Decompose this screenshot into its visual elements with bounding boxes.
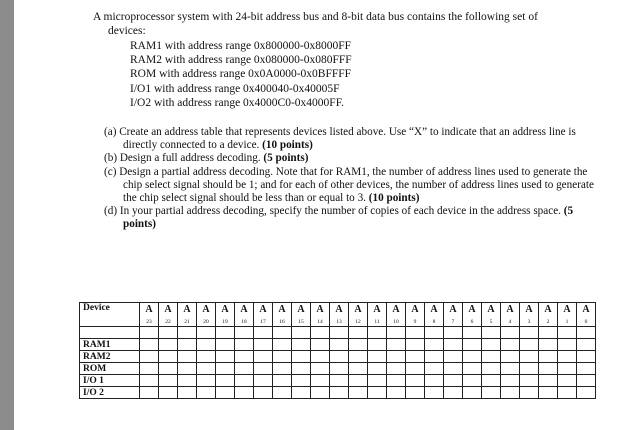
device-name-cell: RAM2 — [80, 351, 140, 363]
bit-index: 1 — [565, 319, 569, 325]
address-cell[interactable] — [273, 351, 292, 363]
address-cell[interactable] — [539, 363, 558, 375]
address-cell[interactable] — [273, 387, 292, 399]
bit-letter: A — [487, 304, 495, 315]
address-cell[interactable] — [273, 363, 292, 375]
address-bit-header — [216, 303, 235, 327]
question-c: (c) Design a partial address decoding. Note that for RAM1, the number of address lines used to generate the chip select signal should be 1; and for each of other devices, the number of address lines used to generate the chip select signal should be less than or equal to 3. (10 points) — [104, 165, 594, 205]
address-cell[interactable] — [501, 339, 520, 351]
bit-letter: A — [240, 304, 248, 315]
address-cell[interactable] — [387, 387, 406, 399]
bit-index: 17 — [260, 319, 266, 325]
bit-letter: A — [316, 304, 324, 315]
address-cell[interactable] — [558, 351, 577, 363]
address-cell[interactable] — [558, 339, 577, 351]
bit-index: 21 — [184, 319, 190, 325]
document-page — [14, 0, 635, 430]
address-bit-header — [311, 303, 330, 327]
blank-cell — [159, 327, 178, 339]
address-cell[interactable] — [216, 351, 235, 363]
bit-letter: A — [221, 304, 229, 315]
address-cell[interactable] — [235, 339, 254, 351]
address-cell[interactable] — [387, 351, 406, 363]
address-cell[interactable] — [140, 375, 159, 387]
address-cell[interactable] — [216, 387, 235, 399]
bit-index: 18 — [241, 319, 247, 325]
bit-index: 11 — [374, 319, 380, 325]
address-bit-header — [159, 303, 178, 327]
address-cell[interactable] — [520, 339, 539, 351]
address-cell[interactable] — [140, 339, 159, 351]
address-cell[interactable] — [463, 375, 482, 387]
address-cell[interactable] — [520, 387, 539, 399]
address-cell[interactable] — [482, 387, 501, 399]
address-cell[interactable] — [539, 351, 558, 363]
address-cell[interactable] — [254, 351, 273, 363]
address-bit-header — [273, 303, 292, 327]
bit-index: 20 — [203, 319, 209, 325]
blank-cell — [292, 327, 311, 339]
address-cell[interactable] — [254, 375, 273, 387]
address-bit-header — [558, 303, 577, 327]
table-blank-row — [80, 327, 596, 339]
question-list — [104, 126, 604, 232]
blank-cell — [311, 327, 330, 339]
address-cell[interactable] — [444, 351, 463, 363]
address-cell[interactable] — [349, 351, 368, 363]
address-cell[interactable] — [273, 375, 292, 387]
bit-index: 5 — [489, 319, 493, 325]
address-cell[interactable] — [406, 363, 425, 375]
address-cell[interactable] — [577, 351, 596, 363]
address-cell[interactable] — [406, 339, 425, 351]
address-bit-header — [235, 303, 254, 327]
bit-letter: A — [259, 304, 267, 315]
device-item-io1: I/O1 with address range 0x400040-0x40005F — [130, 82, 340, 95]
address-cell[interactable] — [387, 339, 406, 351]
address-bit-header — [197, 303, 216, 327]
address-cell[interactable] — [539, 339, 558, 351]
bit-index: 8 — [432, 319, 436, 325]
device-item-ram1: RAM1 with address range 0x800000-0x8000FF — [130, 40, 352, 52]
address-cell[interactable] — [349, 339, 368, 351]
address-bit-header — [330, 303, 349, 327]
address-cell[interactable] — [178, 387, 197, 399]
blank-cell — [349, 327, 368, 339]
address-cell[interactable] — [140, 351, 159, 363]
table-row — [80, 387, 596, 399]
device-item-ram2: RAM2 with address range 0x080000-0x080FFF — [130, 54, 352, 67]
bit-index: 3 — [527, 319, 531, 325]
blank-cell — [501, 327, 520, 339]
address-bit-header — [482, 303, 501, 327]
address-cell[interactable] — [292, 351, 311, 363]
address-cell[interactable] — [558, 375, 577, 387]
address-cell[interactable] — [406, 387, 425, 399]
blank-cell — [140, 327, 159, 339]
address-cell[interactable] — [577, 363, 596, 375]
address-cell[interactable] — [425, 339, 444, 351]
bit-index: 12 — [355, 319, 361, 325]
address-bit-header — [292, 303, 311, 327]
address-bit-header — [501, 303, 520, 327]
bit-letter: A — [145, 304, 153, 315]
bit-index: 19 — [222, 319, 228, 325]
bit-index: 13 — [336, 319, 342, 325]
address-cell[interactable] — [311, 387, 330, 399]
table-header-row — [80, 303, 596, 327]
address-bit-header — [463, 303, 482, 327]
device-name-cell: ROM — [80, 363, 140, 375]
bit-letter: A — [430, 304, 438, 315]
blank-cell — [558, 327, 577, 339]
blank-cell — [178, 327, 197, 339]
bit-letter: A — [335, 304, 343, 315]
bit-index: 2 — [546, 319, 550, 325]
address-cell[interactable] — [368, 363, 387, 375]
address-cell[interactable] — [292, 339, 311, 351]
bit-index: 9 — [413, 319, 417, 325]
blank-cell — [368, 327, 387, 339]
address-cell[interactable] — [425, 387, 444, 399]
address-cell[interactable] — [349, 363, 368, 375]
bit-index: 22 — [165, 319, 171, 325]
address-bit-header — [178, 303, 197, 327]
address-cell[interactable] — [235, 351, 254, 363]
address-cell[interactable] — [254, 339, 273, 351]
device-header-cell: Device — [80, 303, 140, 327]
table-row — [80, 351, 596, 363]
bit-index: 4 — [508, 319, 512, 325]
device-name-cell: I/O 2 — [80, 387, 140, 399]
address-cell[interactable] — [216, 339, 235, 351]
address-cell[interactable] — [482, 339, 501, 351]
address-bit-header — [387, 303, 406, 327]
address-cell[interactable] — [482, 375, 501, 387]
question-b: (b) Design a full address decoding. (5 points) — [104, 152, 309, 165]
address-cell[interactable] — [577, 339, 596, 351]
table-row — [80, 339, 596, 351]
bit-index: 6 — [470, 319, 474, 325]
blank-cell — [235, 327, 254, 339]
address-cell[interactable] — [444, 375, 463, 387]
address-cell[interactable] — [178, 375, 197, 387]
bit-letter: A — [563, 304, 571, 315]
address-cell[interactable] — [444, 363, 463, 375]
blank-cell — [80, 327, 140, 339]
question-d: (d) In your partial address decoding, specify the number of copies of each device in the address space. (5 points) — [104, 205, 574, 231]
bit-index: 10 — [393, 319, 399, 325]
bit-letter: A — [544, 304, 552, 315]
bit-letter: A — [202, 304, 210, 315]
address-cell[interactable] — [520, 351, 539, 363]
device-list — [130, 39, 352, 110]
intro-line-1: A microprocessor system with 24-bit address bus and 8-bit data bus contains the following set of — [93, 11, 538, 23]
device-name-cell: RAM1 — [80, 339, 140, 351]
address-cell[interactable] — [178, 339, 197, 351]
address-cell[interactable] — [292, 375, 311, 387]
address-cell[interactable] — [159, 387, 178, 399]
address-cell[interactable] — [539, 375, 558, 387]
address-cell[interactable] — [539, 387, 558, 399]
address-cell[interactable] — [482, 363, 501, 375]
bit-letter: A — [373, 304, 381, 315]
address-bit-header — [368, 303, 387, 327]
address-cell[interactable] — [501, 363, 520, 375]
address-cell[interactable] — [330, 339, 349, 351]
address-cell[interactable] — [501, 351, 520, 363]
address-cell[interactable] — [235, 363, 254, 375]
address-bit-header — [444, 303, 463, 327]
bit-letter: A — [392, 304, 400, 315]
bit-index: 15 — [298, 319, 304, 325]
blank-cell — [330, 327, 349, 339]
address-cell[interactable] — [425, 351, 444, 363]
table-row — [80, 375, 596, 387]
address-cell[interactable] — [311, 363, 330, 375]
address-cell[interactable] — [159, 351, 178, 363]
device-name-cell: I/O 1 — [80, 375, 140, 387]
address-cell[interactable] — [292, 387, 311, 399]
address-cell[interactable] — [330, 375, 349, 387]
device-item-rom: ROM with address range 0x0A0000-0x0BFFFF — [130, 68, 352, 81]
bit-index: 0 — [584, 319, 588, 325]
address-cell[interactable] — [235, 375, 254, 387]
address-cell[interactable] — [197, 351, 216, 363]
address-cell[interactable] — [406, 375, 425, 387]
bit-letter: A — [164, 304, 172, 315]
address-cell[interactable] — [387, 363, 406, 375]
address-cell[interactable] — [197, 339, 216, 351]
address-cell[interactable] — [178, 351, 197, 363]
address-cell[interactable] — [216, 363, 235, 375]
address-cell[interactable] — [387, 375, 406, 387]
address-cell[interactable] — [406, 351, 425, 363]
address-cell[interactable] — [197, 387, 216, 399]
address-bit-header — [520, 303, 539, 327]
address-bit-header — [406, 303, 425, 327]
address-cell[interactable] — [140, 363, 159, 375]
address-cell[interactable] — [349, 387, 368, 399]
address-cell[interactable] — [216, 375, 235, 387]
address-cell[interactable] — [463, 351, 482, 363]
blank-cell — [444, 327, 463, 339]
address-cell[interactable] — [425, 375, 444, 387]
address-cell[interactable] — [444, 387, 463, 399]
address-cell[interactable] — [140, 387, 159, 399]
address-cell[interactable] — [463, 339, 482, 351]
address-bit-header — [425, 303, 444, 327]
address-cell[interactable] — [330, 387, 349, 399]
blank-cell — [482, 327, 501, 339]
bit-letter: A — [183, 304, 191, 315]
bit-index: 23 — [146, 319, 152, 325]
address-cell[interactable] — [444, 339, 463, 351]
blank-cell — [216, 327, 235, 339]
address-cell[interactable] — [577, 375, 596, 387]
device-item-io2: I/O2 with address range 0x4000C0-0x4000FF. — [130, 96, 345, 109]
address-cell[interactable] — [330, 363, 349, 375]
bit-index: 7 — [451, 319, 455, 325]
address-cell[interactable] — [197, 363, 216, 375]
address-cell[interactable] — [311, 375, 330, 387]
address-cell[interactable] — [520, 363, 539, 375]
bit-letter: A — [449, 304, 457, 315]
blank-cell — [425, 327, 444, 339]
blank-cell — [387, 327, 406, 339]
address-cell[interactable] — [368, 387, 387, 399]
address-cell[interactable] — [368, 351, 387, 363]
address-cell[interactable] — [425, 363, 444, 375]
address-cell[interactable] — [159, 339, 178, 351]
blank-cell — [463, 327, 482, 339]
address-cell[interactable] — [368, 375, 387, 387]
blank-cell — [520, 327, 539, 339]
address-cell[interactable] — [520, 375, 539, 387]
bit-index: 14 — [317, 319, 323, 325]
address-cell[interactable] — [311, 351, 330, 363]
address-bit-header — [140, 303, 159, 327]
address-cell[interactable] — [482, 351, 501, 363]
blank-cell — [197, 327, 216, 339]
bit-letter: A — [411, 304, 419, 315]
address-cell[interactable] — [577, 387, 596, 399]
address-bit-header — [349, 303, 368, 327]
address-cell[interactable] — [178, 363, 197, 375]
address-cell[interactable] — [463, 387, 482, 399]
address-table — [79, 302, 596, 399]
address-cell[interactable] — [330, 351, 349, 363]
address-bit-header — [539, 303, 558, 327]
blank-cell — [254, 327, 273, 339]
address-cell[interactable] — [463, 363, 482, 375]
address-cell[interactable] — [254, 387, 273, 399]
address-cell[interactable] — [159, 363, 178, 375]
address-cell[interactable] — [349, 375, 368, 387]
bit-letter: A — [582, 304, 590, 315]
address-cell[interactable] — [159, 375, 178, 387]
address-cell[interactable] — [273, 339, 292, 351]
left-margin-bar — [0, 0, 14, 430]
bit-letter: A — [278, 304, 286, 315]
address-cell[interactable] — [558, 363, 577, 375]
address-cell[interactable] — [501, 387, 520, 399]
address-bit-header — [254, 303, 273, 327]
address-cell[interactable] — [254, 363, 273, 375]
address-cell[interactable] — [197, 375, 216, 387]
blank-cell — [406, 327, 425, 339]
bit-letter: A — [468, 304, 476, 315]
address-cell[interactable] — [501, 375, 520, 387]
bit-letter: A — [506, 304, 514, 315]
blank-cell — [577, 327, 596, 339]
table-row — [80, 363, 596, 375]
address-cell[interactable] — [235, 387, 254, 399]
question-a: (a) Create an address table that represents devices listed above. Use “X” to indicate that an address line is directly connected to a device. (10 points) — [104, 126, 576, 152]
address-cell[interactable] — [311, 339, 330, 351]
address-cell[interactable] — [368, 339, 387, 351]
bit-letter: A — [525, 304, 533, 315]
bit-letter: A — [354, 304, 362, 315]
address-cell[interactable] — [558, 387, 577, 399]
blank-cell — [273, 327, 292, 339]
address-bit-header — [577, 303, 596, 327]
bit-letter: A — [297, 304, 305, 315]
intro-line-2: devices: — [108, 25, 146, 37]
blank-cell — [539, 327, 558, 339]
bit-index: 16 — [279, 319, 285, 325]
address-cell[interactable] — [292, 363, 311, 375]
